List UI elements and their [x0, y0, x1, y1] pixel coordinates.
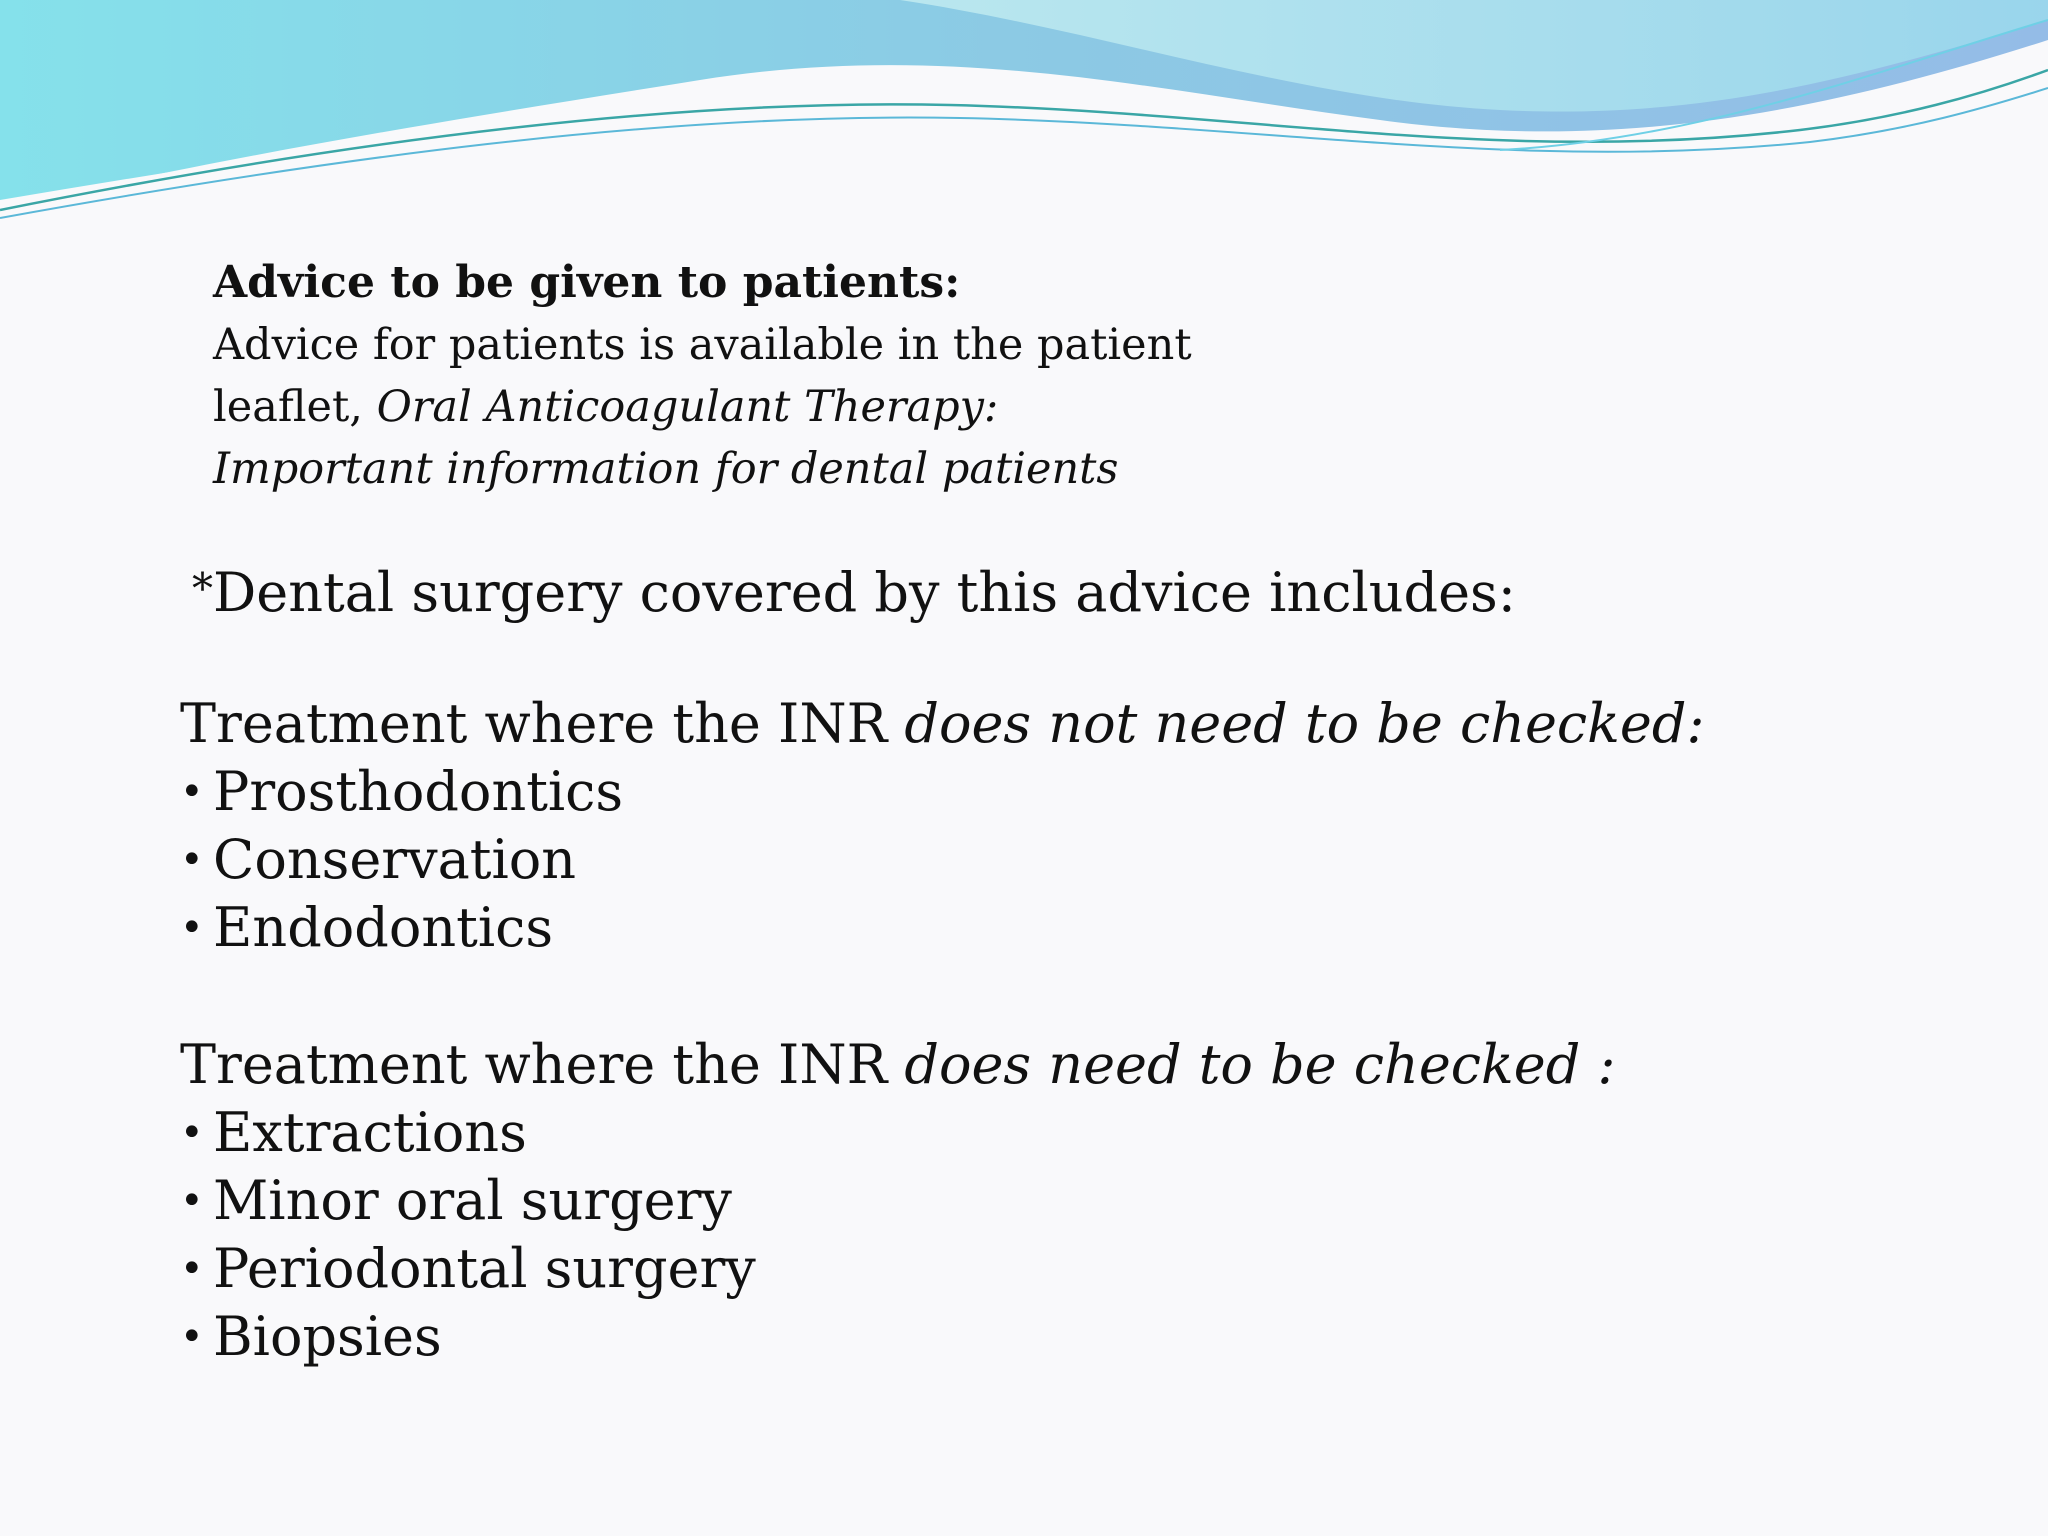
- section-inr-checked: [180, 1031, 1616, 1371]
- bullet-icon: •: [180, 1178, 204, 1224]
- list-item: [180, 894, 1705, 962]
- list-item-label: Endodontics: [213, 896, 554, 959]
- bullet-icon: •: [180, 1110, 204, 1156]
- asterisk-marker: *: [192, 564, 213, 613]
- heading-prefix: Treatment where the INR: [180, 1033, 905, 1096]
- list-item-label: Prosthodontics: [213, 760, 624, 823]
- list-item-label: Minor oral surgery: [213, 1169, 732, 1232]
- coverage-statement: [192, 555, 1516, 627]
- heading-emphasis: does not need to be checked:: [904, 692, 1705, 755]
- leaflet-title-part-2: Important information for dental patients: [213, 444, 1119, 494]
- bullet-icon: •: [180, 1246, 204, 1292]
- header-wave-decoration: [0, 0, 2048, 240]
- list-item-label: Periodontal surgery: [213, 1237, 756, 1300]
- list-item: [180, 1099, 1616, 1167]
- leaflet-title-part-1: Oral Anticoagulant Therapy:: [376, 382, 999, 432]
- section-inr-not-checked: [180, 690, 1705, 962]
- list-item-label: Biopsies: [213, 1305, 442, 1368]
- list-item: [180, 1167, 1616, 1235]
- coverage-text: Dental surgery covered by this advice includes:: [213, 561, 1516, 624]
- list-item-label: Conservation: [213, 828, 577, 891]
- list-item: [180, 826, 1705, 894]
- bullet-icon: •: [180, 1314, 204, 1360]
- advice-line-1: Advice for patients is available in the patient: [213, 320, 1192, 370]
- bullet-icon: •: [180, 769, 204, 815]
- advice-line-2-prefix: leaflet,: [213, 382, 377, 432]
- advice-line-2: [213, 376, 1192, 438]
- bullet-icon: •: [180, 837, 204, 883]
- advice-block: [213, 252, 1192, 500]
- advice-line-3: [213, 438, 1192, 500]
- bullet-icon: •: [180, 905, 204, 951]
- heading-emphasis: does need to be checked :: [904, 1033, 1616, 1096]
- advice-heading: Advice to be given to patients:: [213, 257, 961, 308]
- heading-prefix: Treatment where the INR: [180, 692, 905, 755]
- list-item: [180, 1303, 1616, 1371]
- section-heading-not-checked: [180, 690, 1705, 758]
- list-item: [180, 1235, 1616, 1303]
- list-item: [180, 758, 1705, 826]
- treatment-list-checked: [180, 1099, 1616, 1371]
- list-item-label: Extractions: [213, 1101, 527, 1164]
- section-heading-checked: [180, 1031, 1616, 1099]
- treatment-list-not-checked: [180, 758, 1705, 962]
